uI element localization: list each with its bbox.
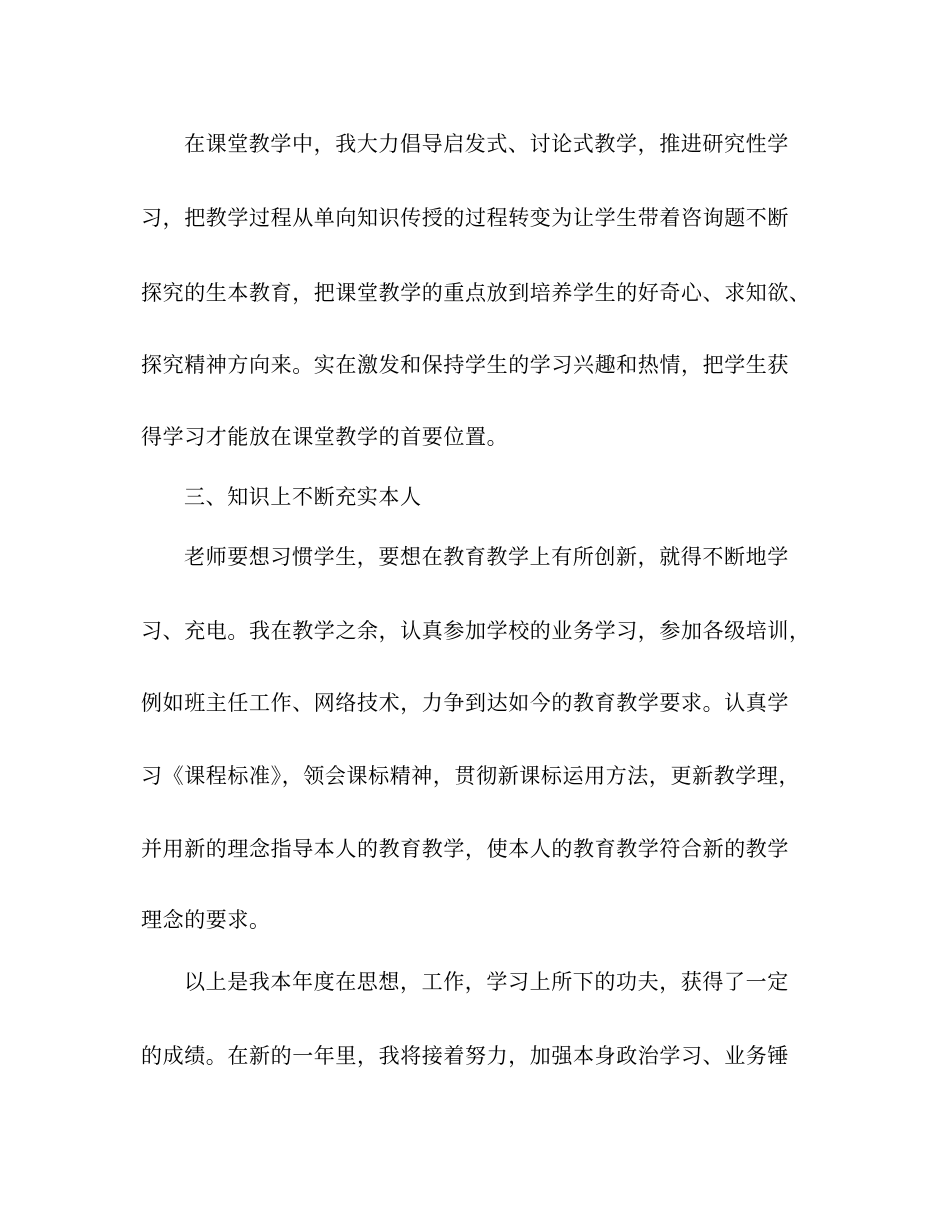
paragraph-line: 并用新的理念指导本人的教育教学，使本人的教育教学符合新的教学 (141, 837, 789, 861)
paragraph-line: 的成绩。在新的一年里，我将接着努力，加强本身政治学习、业务锤 (141, 1044, 789, 1068)
paragraph-line: 探究的生本教育，把课堂教学的重点放到培养学生的好奇心、求知欲、 (141, 281, 811, 305)
paragraph-line: 习、充电。我在教学之余，认真参加学校的业务学习，参加各级培训， (141, 619, 811, 643)
paragraph-line: 探究精神方向来。实在激发和保持学生的学习兴趣和热情，把学生获 (141, 353, 789, 377)
paragraph-line: 例如班主任工作、网络技术，力争到达如今的教育教学要求。认真学 (141, 691, 789, 715)
paragraph-line: 习《课程标准》，领会课标精神，贯彻新课标运用方法，更新教学理， (141, 764, 801, 788)
paragraph-line: 老师要想习惯学生，要想在教育教学上有所创新，就得不断地学 (184, 545, 789, 569)
paragraph-line: 习，把教学过程从单向知识传授的过程转变为让学生带着咨询题不断 (141, 206, 789, 230)
paragraph-line: 在课堂教学中，我大力倡导启发式、讨论式教学，推进研究性学 (184, 132, 789, 156)
paragraph-line: 以上是我本年度在思想，工作，学习上所下的功夫，获得了一定 (184, 970, 789, 994)
paragraph-line: 理念的要求。 (141, 908, 271, 932)
paragraph-line: 得学习才能放在课堂教学的首要位置。 (141, 425, 509, 449)
section-heading: 三、知识上不断充实本人 (184, 485, 422, 509)
